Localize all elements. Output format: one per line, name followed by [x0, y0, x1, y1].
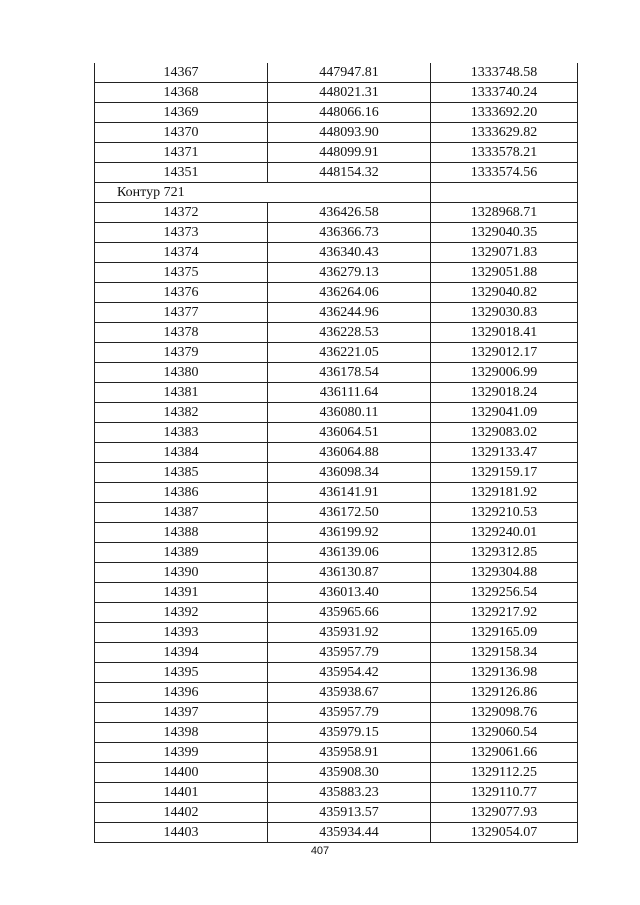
table-row [95, 823, 578, 843]
y-coordinate-cell: 1333748.58 [431, 63, 578, 83]
x-coordinate-cell: 436098.34 [268, 463, 431, 483]
y-coordinate-cell: 1329061.66 [431, 743, 578, 763]
point-number-cell: 14373 [95, 223, 268, 243]
y-coordinate-cell: 1329304.88 [431, 563, 578, 583]
y-coordinate-cell: 1333574.56 [431, 163, 578, 183]
table-row [95, 503, 578, 523]
point-number-cell: 14367 [95, 63, 268, 83]
x-coordinate-cell: 436426.58 [268, 203, 431, 223]
table-row [95, 383, 578, 403]
y-coordinate-cell: 1329071.83 [431, 243, 578, 263]
y-coordinate-cell: 1329126.86 [431, 683, 578, 703]
x-coordinate-cell: 436172.50 [268, 503, 431, 523]
x-coordinate-cell: 447947.81 [268, 63, 431, 83]
point-number-cell: 14391 [95, 583, 268, 603]
point-number-cell: 14380 [95, 363, 268, 383]
x-coordinate-cell: 448066.16 [268, 103, 431, 123]
y-coordinate-cell: 1329012.17 [431, 343, 578, 363]
x-coordinate-cell: 435954.42 [268, 663, 431, 683]
table-row [95, 363, 578, 383]
y-coordinate-cell: 1329240.01 [431, 523, 578, 543]
point-number-cell: 14370 [95, 123, 268, 143]
point-number-cell: 14392 [95, 603, 268, 623]
point-number-cell: 14395 [95, 663, 268, 683]
x-coordinate-cell: 436264.06 [268, 283, 431, 303]
x-coordinate-cell: 435931.92 [268, 623, 431, 643]
x-coordinate-cell: 436366.73 [268, 223, 431, 243]
y-coordinate-cell: 1329018.24 [431, 383, 578, 403]
point-number-cell: 14379 [95, 343, 268, 363]
point-number-cell: 14393 [95, 623, 268, 643]
coordinates-table-body [95, 63, 578, 843]
x-coordinate-cell: 435958.91 [268, 743, 431, 763]
table-row [95, 583, 578, 603]
y-coordinate-cell: 1329060.54 [431, 723, 578, 743]
x-coordinate-cell: 436244.96 [268, 303, 431, 323]
page-number: 407 [310, 845, 330, 857]
y-coordinate-cell: 1333692.20 [431, 103, 578, 123]
point-number-cell: 14369 [95, 103, 268, 123]
y-coordinate-cell: 1329006.99 [431, 363, 578, 383]
x-coordinate-cell: 436228.53 [268, 323, 431, 343]
point-number-cell: 14375 [95, 263, 268, 283]
point-number-cell: 14399 [95, 743, 268, 763]
y-coordinate-cell: 1329077.93 [431, 803, 578, 823]
y-coordinate-cell: 1329136.98 [431, 663, 578, 683]
point-number-cell: 14398 [95, 723, 268, 743]
y-coordinate-cell: 1329312.85 [431, 543, 578, 563]
x-coordinate-cell: 435965.66 [268, 603, 431, 623]
x-coordinate-cell: 435979.15 [268, 723, 431, 743]
table-row [95, 143, 578, 163]
y-coordinate-cell: 1329040.35 [431, 223, 578, 243]
y-coordinate-cell: 1329159.17 [431, 463, 578, 483]
x-coordinate-cell: 448093.90 [268, 123, 431, 143]
y-coordinate-cell: 1329133.47 [431, 443, 578, 463]
x-coordinate-cell: 436139.06 [268, 543, 431, 563]
y-coordinate-cell: 1333578.21 [431, 143, 578, 163]
table-row [95, 743, 578, 763]
point-number-cell: 14383 [95, 423, 268, 443]
point-number-cell: 14400 [95, 763, 268, 783]
section-label: Контур 721 [95, 183, 268, 203]
table-row [95, 443, 578, 463]
x-coordinate-cell: 448154.32 [268, 163, 431, 183]
y-coordinate-cell: 1329165.09 [431, 623, 578, 643]
table-row [95, 323, 578, 343]
table-row [95, 523, 578, 543]
x-coordinate-cell: 435938.67 [268, 683, 431, 703]
x-coordinate-cell: 436064.51 [268, 423, 431, 443]
x-coordinate-cell: 436013.40 [268, 583, 431, 603]
point-number-cell: 14402 [95, 803, 268, 823]
x-coordinate-cell: 436130.87 [268, 563, 431, 583]
point-number-cell: 14351 [95, 163, 268, 183]
x-coordinate-cell: 435883.23 [268, 783, 431, 803]
table-row [95, 703, 578, 723]
empty-cell [268, 183, 431, 203]
x-coordinate-cell: 435908.30 [268, 763, 431, 783]
y-coordinate-cell: 1329018.41 [431, 323, 578, 343]
table-row [95, 623, 578, 643]
table-row [95, 803, 578, 823]
y-coordinate-cell: 1329054.07 [431, 823, 578, 843]
point-number-cell: 14397 [95, 703, 268, 723]
table-row [95, 63, 578, 83]
point-number-cell: 14372 [95, 203, 268, 223]
point-number-cell: 14394 [95, 643, 268, 663]
x-coordinate-cell: 436279.13 [268, 263, 431, 283]
table-row [95, 283, 578, 303]
point-number-cell: 14384 [95, 443, 268, 463]
table-row [95, 663, 578, 683]
y-coordinate-cell: 1329217.92 [431, 603, 578, 623]
x-coordinate-cell: 436221.05 [268, 343, 431, 363]
table-row [95, 683, 578, 703]
table-row [95, 203, 578, 223]
point-number-cell: 14386 [95, 483, 268, 503]
y-coordinate-cell: 1329030.83 [431, 303, 578, 323]
point-number-cell: 14388 [95, 523, 268, 543]
table-row [95, 83, 578, 103]
point-number-cell: 14403 [95, 823, 268, 843]
table-row [95, 543, 578, 563]
table-row [95, 483, 578, 503]
y-coordinate-cell: 1328968.71 [431, 203, 578, 223]
table-row [95, 423, 578, 443]
x-coordinate-cell: 436199.92 [268, 523, 431, 543]
empty-cell [431, 183, 578, 203]
x-coordinate-cell: 436141.91 [268, 483, 431, 503]
y-coordinate-cell: 1329110.77 [431, 783, 578, 803]
table-row [95, 163, 578, 183]
table-row [95, 763, 578, 783]
table-row [95, 723, 578, 743]
point-number-cell: 14382 [95, 403, 268, 423]
table-row [95, 123, 578, 143]
y-coordinate-cell: 1329041.09 [431, 403, 578, 423]
point-number-cell: 14387 [95, 503, 268, 523]
coordinates-table [94, 63, 578, 843]
table-row [95, 243, 578, 263]
x-coordinate-cell: 436340.43 [268, 243, 431, 263]
point-number-cell: 14374 [95, 243, 268, 263]
table-row [95, 343, 578, 363]
table-row [95, 643, 578, 663]
point-number-cell: 14377 [95, 303, 268, 323]
table-row [95, 603, 578, 623]
point-number-cell: 14371 [95, 143, 268, 163]
y-coordinate-cell: 1329158.34 [431, 643, 578, 663]
y-coordinate-cell: 1333740.24 [431, 83, 578, 103]
point-number-cell: 14401 [95, 783, 268, 803]
y-coordinate-cell: 1329083.02 [431, 423, 578, 443]
x-coordinate-cell: 448099.91 [268, 143, 431, 163]
point-number-cell: 14368 [95, 83, 268, 103]
table-row [95, 103, 578, 123]
x-coordinate-cell: 448021.31 [268, 83, 431, 103]
x-coordinate-cell: 436064.88 [268, 443, 431, 463]
table-row [95, 463, 578, 483]
section-row [95, 183, 578, 203]
y-coordinate-cell: 1329098.76 [431, 703, 578, 723]
point-number-cell: 14378 [95, 323, 268, 343]
x-coordinate-cell: 435913.57 [268, 803, 431, 823]
y-coordinate-cell: 1329112.25 [431, 763, 578, 783]
y-coordinate-cell: 1329210.53 [431, 503, 578, 523]
x-coordinate-cell: 435934.44 [268, 823, 431, 843]
x-coordinate-cell: 436111.64 [268, 383, 431, 403]
x-coordinate-cell: 435957.79 [268, 703, 431, 723]
point-number-cell: 14381 [95, 383, 268, 403]
table-row [95, 223, 578, 243]
y-coordinate-cell: 1329256.54 [431, 583, 578, 603]
table-row [95, 783, 578, 803]
point-number-cell: 14390 [95, 563, 268, 583]
y-coordinate-cell: 1329040.82 [431, 283, 578, 303]
point-number-cell: 14389 [95, 543, 268, 563]
table-row [95, 303, 578, 323]
table-row [95, 263, 578, 283]
y-coordinate-cell: 1333629.82 [431, 123, 578, 143]
table-row [95, 403, 578, 423]
point-number-cell: 14385 [95, 463, 268, 483]
point-number-cell: 14396 [95, 683, 268, 703]
x-coordinate-cell: 436178.54 [268, 363, 431, 383]
point-number-cell: 14376 [95, 283, 268, 303]
x-coordinate-cell: 436080.11 [268, 403, 431, 423]
table-row [95, 563, 578, 583]
x-coordinate-cell: 435957.79 [268, 643, 431, 663]
y-coordinate-cell: 1329051.88 [431, 263, 578, 283]
y-coordinate-cell: 1329181.92 [431, 483, 578, 503]
